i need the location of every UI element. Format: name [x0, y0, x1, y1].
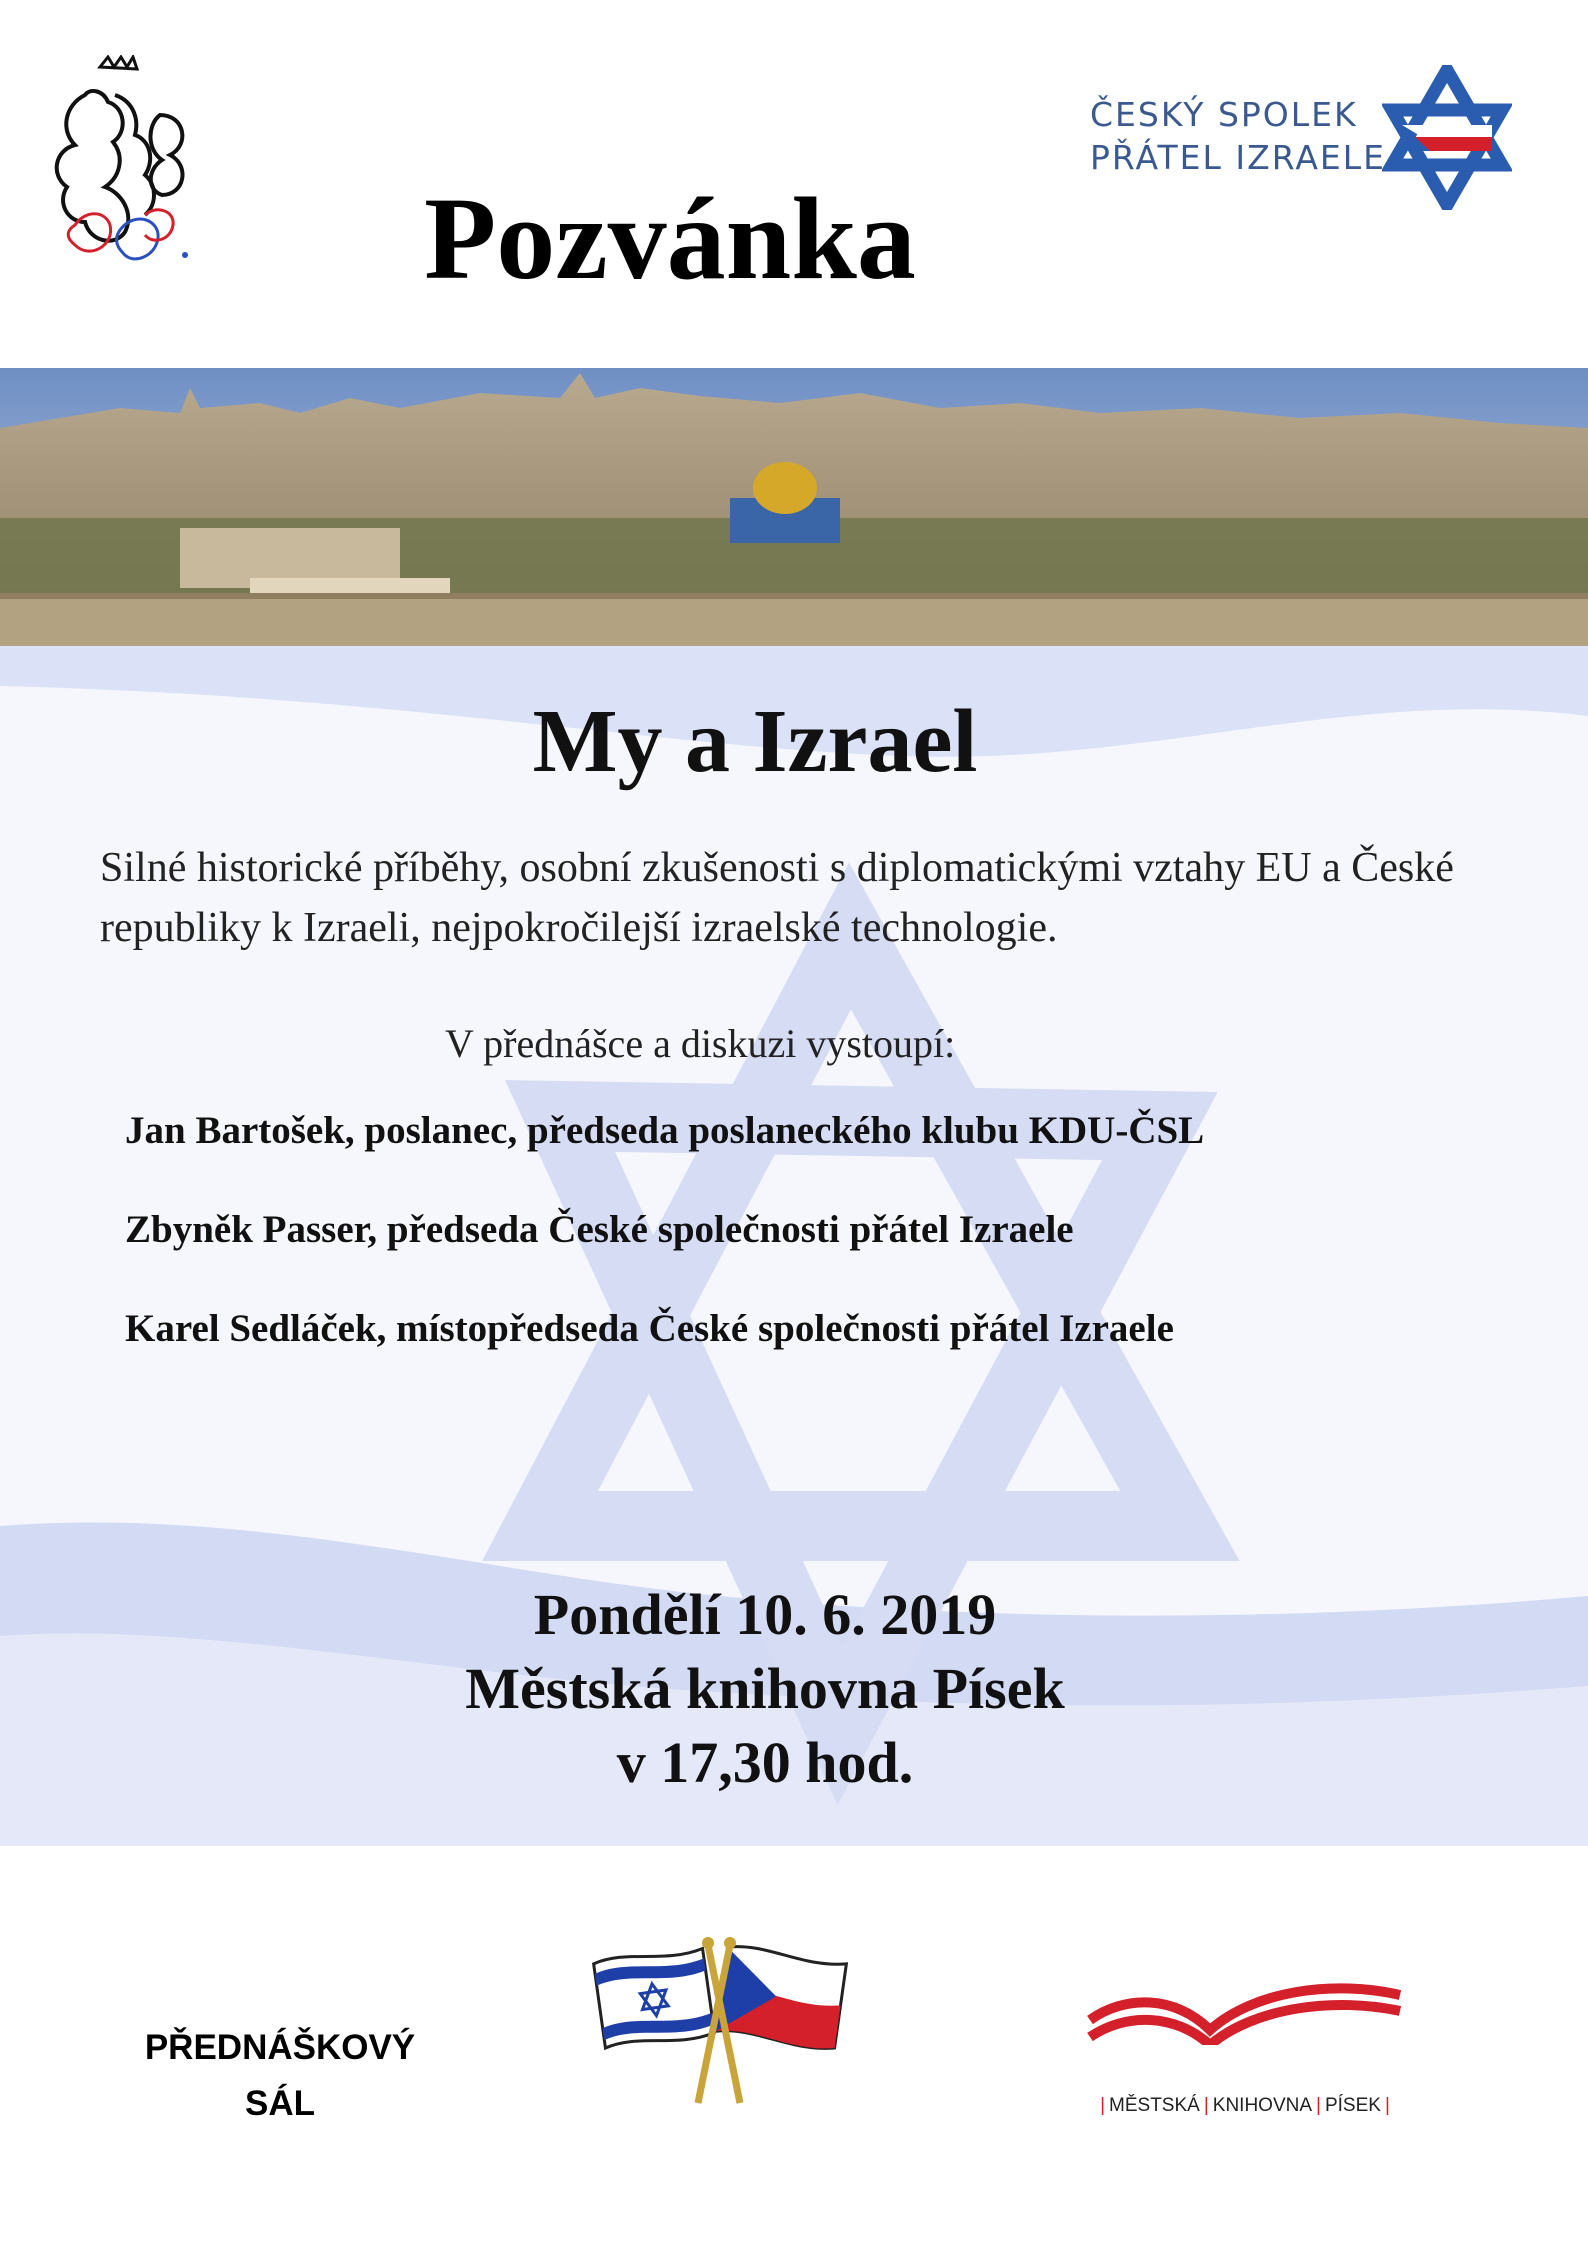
partner-logo-line1: ČESKÝ SPOLEK: [1090, 95, 1358, 134]
star-of-david-icon: [1382, 65, 1512, 210]
library-word2: KNIHOVNA: [1212, 2095, 1313, 2116]
speaker-item: Jan Bartošek, poslanec, předseda poslaneckého klubu KDU-ČSL: [125, 1109, 1205, 1152]
speakers-intro: V přednášce a diskuzi vystoupí:: [445, 1021, 956, 1066]
library-word3: PÍSEK: [1324, 2095, 1381, 2116]
event-time: v 17,30 hod.: [616, 1730, 914, 1795]
partner-logo-line2: PŘÁTEL IZRAELE: [1090, 138, 1386, 177]
event-place: Městská knihovna Písek: [465, 1656, 1065, 1721]
room-label-line1: PŘEDNÁŠKOVÝ: [144, 2028, 416, 2067]
speaker-item: Zbyněk Passer, předseda České společnosti přátel Izraele: [125, 1208, 1074, 1251]
library-name: | MĚSTSKÁ | KNIHOVNA | PÍSEK |: [1100, 2095, 1390, 2116]
room-label: [100, 2020, 460, 2132]
event-description: Silné historické příběhy, osobní zkušenosti s diplomatickými vztahy EU a České republiky k Izraeli, nejpokročilejší izraelské technologie.: [100, 845, 1454, 951]
jerusalem-panorama-icon: [0, 368, 1588, 646]
event-subtitle: My a Izrael: [532, 692, 978, 791]
room-label-line2: SÁL: [245, 2084, 315, 2123]
speaker-item: Karel Sedláček, místopředseda České společnosti přátel Izraele: [125, 1307, 1174, 1350]
page-title: Pozvánka: [424, 173, 916, 304]
event-date: Pondělí 10. 6. 2019: [533, 1582, 997, 1647]
library-word1: MĚSTSKÁ: [1109, 2095, 1200, 2116]
israel-czech-flags-icon: [590, 1925, 850, 2110]
library-logo-icon: [1085, 1975, 1405, 2045]
